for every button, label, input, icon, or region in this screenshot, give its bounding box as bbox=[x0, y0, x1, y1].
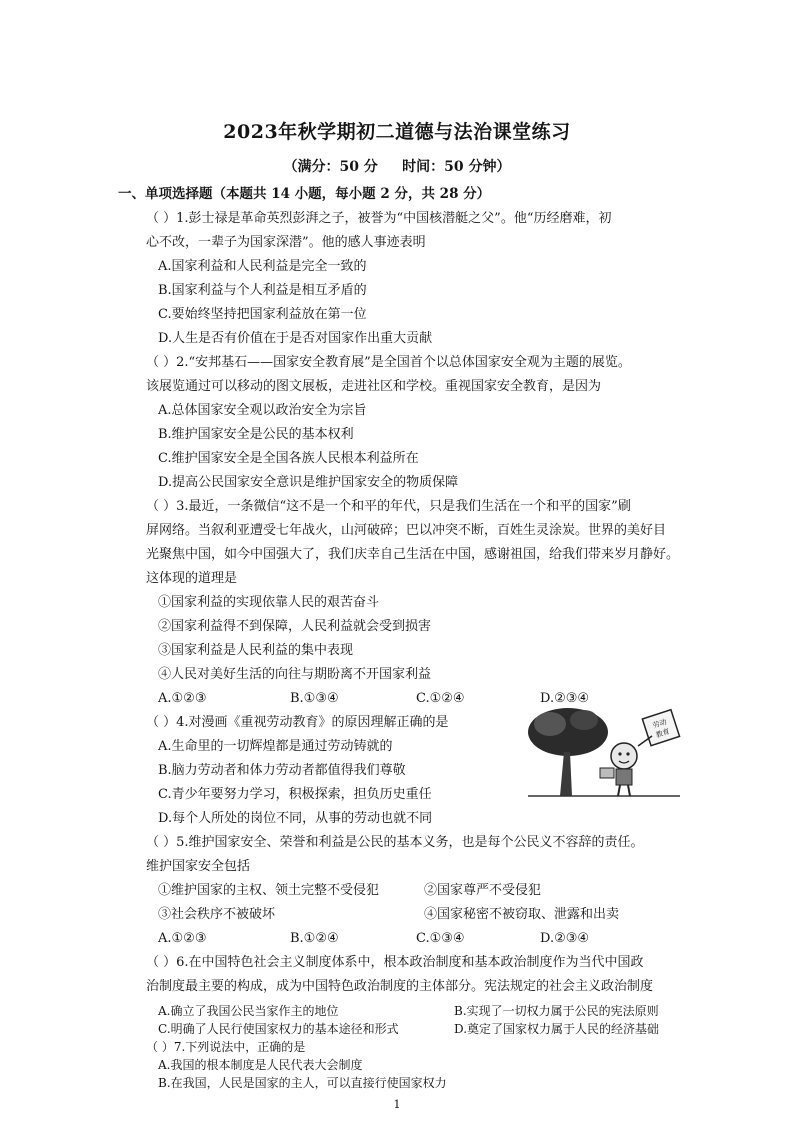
q5-statement-3: ③社会秩序不被破坏 bbox=[158, 907, 276, 922]
q1-option-c: C.要始终坚持把国家利益放在第一位 bbox=[158, 307, 367, 322]
q5-statement-1: ①维护国家的主权、领土完整不受侵犯 bbox=[158, 883, 380, 898]
q6-option-d: D.奠定了国家权力属于人民的经济基础 bbox=[454, 1022, 660, 1036]
q1-stem-line2: 心不改，一辈子为国家深潜”。他的感人事迹表明 bbox=[146, 235, 426, 250]
q7-stem-line1: （ ）7.下列说法中，正确的是 bbox=[146, 1040, 306, 1054]
q3-stem-line3: 光聚焦中国，如今中国强大了，我们庆幸自己生活在中国，感谢祖国，给我们带来岁月静好。 bbox=[146, 547, 680, 562]
q3-option-c: C.①②④ bbox=[416, 691, 465, 706]
q5-option-c: C.①③④ bbox=[416, 931, 465, 946]
q3-statement-1: ①国家利益的实现依靠人民的艰苦奋斗 bbox=[158, 595, 380, 610]
q5-statement-4: ④国家秘密不被窃取、泄露和出卖 bbox=[424, 907, 620, 922]
q7-option-a: A.我国的根本制度是人民代表大会制度 bbox=[158, 1058, 363, 1072]
q6-option-b: B.实现了一切权力属于公民的宪法原则 bbox=[454, 1004, 659, 1018]
q3-option-b: B.①③④ bbox=[290, 691, 339, 706]
labor-education-cartoon bbox=[520, 706, 690, 802]
sign-board bbox=[642, 710, 679, 746]
q3-statement-2: ②国家利益得不到保障，人民利益就会受到损害 bbox=[158, 619, 432, 634]
q3-stem-line4: 这体现的道理是 bbox=[146, 571, 238, 586]
q2-option-a: A.总体国家安全观以政治安全为宗旨 bbox=[158, 403, 367, 418]
q4-option-b: B.脑力劳动者和体力劳动者都值得我们尊敬 bbox=[158, 763, 406, 778]
q3-stem-line2: 屏网络。当叙利亚遭受七年战火，山河破碎；巴以冲突不断，百姓生灵涂炭。世界的美好目 bbox=[146, 523, 667, 538]
q3-option-d: D.②③④ bbox=[540, 691, 590, 706]
q2-option-c: C.维护国家安全是全国各族人民根本利益所在 bbox=[158, 451, 419, 466]
q1-option-b: B.国家利益与个人利益是相互矛盾的 bbox=[158, 283, 367, 298]
svg-text:教育: 教育 bbox=[654, 727, 671, 740]
svg-text:劳动: 劳动 bbox=[651, 717, 668, 730]
q2-stem-line1: （ ）2.“安邦基石——国家安全教育展”是全国首个以总体国家安全观为主题的展览。 bbox=[146, 355, 631, 370]
q6-option-c: C.明确了人民行使国家权力的基本途径和形式 bbox=[158, 1022, 399, 1036]
q1-option-a: A.国家利益和人民利益是完全一致的 bbox=[158, 259, 367, 274]
q2-stem-line2: 该展览通过可以移动的图文展板，走进社区和学校。重视国家安全教育，是因为 bbox=[146, 379, 602, 394]
q5-option-d: D.②③④ bbox=[540, 931, 590, 946]
q2-option-b: B.维护国家安全是公民的基本权利 bbox=[158, 427, 354, 442]
q4-stem-line1: （ ）4.对漫画《重视劳动教育》的原因理解正确的是 bbox=[146, 715, 449, 730]
q5-stem-line2: 维护国家安全包括 bbox=[146, 859, 251, 874]
q1-option-d: D.人生是否有价值在于是否对国家作出重大贡献 bbox=[158, 331, 433, 346]
q1-stem-line1: （ ）1.彭士禄是革命英烈彭湃之子，被誉为“中国核潜艇之父”。他“历经磨难，初 bbox=[146, 211, 612, 226]
q3-option-a: A.①②③ bbox=[158, 691, 207, 706]
q3-statement-3: ③国家利益是人民利益的集中表现 bbox=[158, 643, 354, 658]
child-body bbox=[616, 769, 632, 785]
q2-option-d: D.提高公民国家安全意识是维护国家安全的物质保障 bbox=[158, 475, 459, 490]
books bbox=[600, 768, 614, 778]
q6-stem-line1: （ ）6.在中国特色社会主义制度体系中，根本政治制度和基本政治制度作为当代中国政 bbox=[146, 955, 644, 970]
q7-option-b: B.在我国，人民是国家的主人，可以直接行使国家权力 bbox=[158, 1076, 447, 1090]
exam-info: （满分：50 分 时间：50 分钟） bbox=[283, 159, 511, 175]
q4-option-c: C.青少年要努力学习，积极探索，担负历史重任 bbox=[158, 787, 432, 802]
page-number: 1 bbox=[393, 1098, 401, 1111]
q5-option-b: B.①②④ bbox=[290, 931, 339, 946]
q4-option-a: A.生命里的一切辉煌都是通过劳动铸就的 bbox=[158, 739, 393, 754]
q5-option-a: A.①②③ bbox=[158, 931, 207, 946]
q3-stem-line1: （ ）3.最近，一条微信“这不是一个和平的年代，只是我们生活在一个和平的国家”刷 bbox=[146, 499, 631, 514]
q6-stem-line2: 治制度最主要的构成，成为中国特色政治制度的主体部分。宪法规定的社会主义政治制度 bbox=[146, 979, 654, 994]
q4-option-d: D.每个人所处的岗位不同，从事的劳动也就不同 bbox=[158, 811, 433, 826]
page-title: 2023年秋学期初二道德与法治课堂练习 bbox=[223, 121, 571, 143]
q5-statement-2: ②国家尊严不受侵犯 bbox=[424, 883, 542, 898]
q5-stem-line1: （ ）5.维护国家安全、荣誉和利益是公民的基本义务，也是每个公民义不容辞的责任。 bbox=[146, 835, 644, 850]
q6-option-a: A.确立了我国公民当家作主的地位 bbox=[158, 1004, 339, 1018]
q3-statement-4: ④人民对美好生活的向往与期盼离不开国家利益 bbox=[158, 667, 432, 682]
child-head bbox=[611, 743, 637, 769]
section-heading: 一、单项选择题（本题共 14 小题，每小题 2 分，共 28 分） bbox=[118, 186, 491, 202]
tree-trunk bbox=[560, 752, 572, 796]
